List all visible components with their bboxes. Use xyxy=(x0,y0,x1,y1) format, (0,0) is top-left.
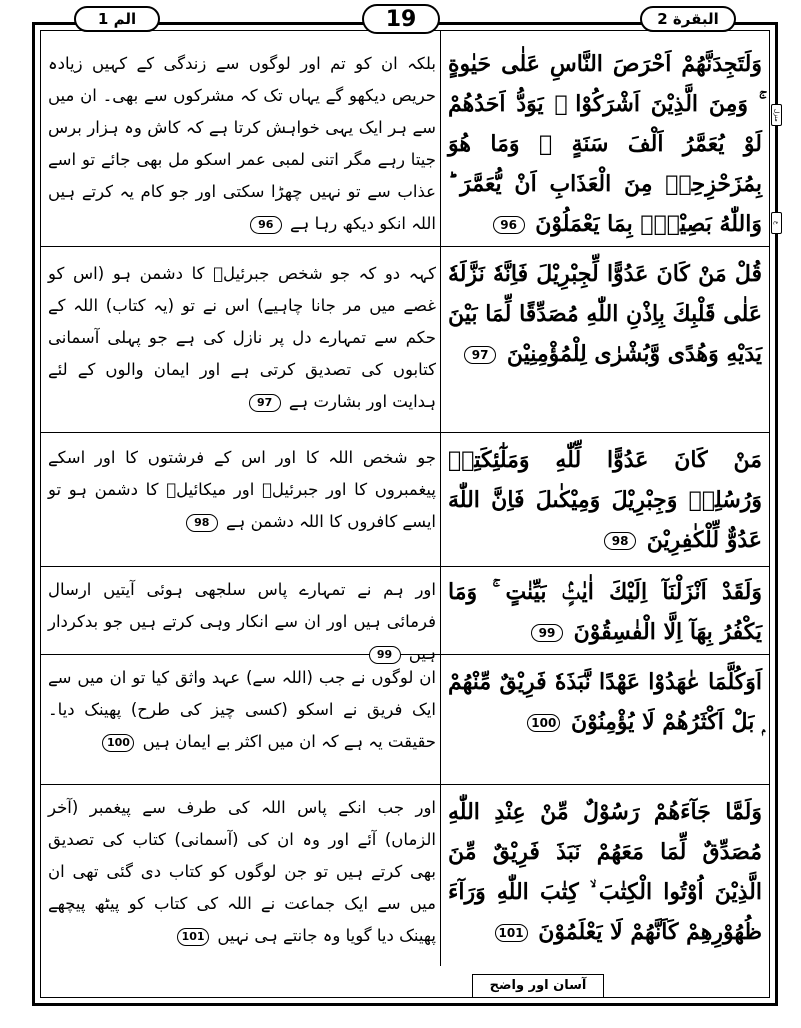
ayah-number-marker: 96 xyxy=(493,216,525,234)
urdu-text: کہہ دو کہ جو شخص جبرئیلؑ کا دشمن ہو (اس کو غصے میں مر جانا چاہیے) اس نے تو (یہ کتاب) اللہ کے حکم سے تمہارے دل پر نازل کی ہے جو پہلی آسمانی کتابوں کی تصدیق کرتی ہے اور ایمان والوں کے لئے ہدایت اور بشارت ہے xyxy=(48,264,436,411)
arabic-text: وَلَقَدْ اَنْزَلْنَآ اِلَيْكَ اٰيٰتٍۢ بَيِّنٰتٍ ۚ وَمَا يَكْفُرُ بِهَآ اِلَّا الْفٰسِقُوْنَ xyxy=(448,579,762,645)
arabic-text: قُلْ مَنْ كَانَ عَدُوًّا لِّجِبْرِيْلَ فَاِنَّهٗ نَزَّلَهٗ عَلٰى قَلْبِكَ بِاِذْنِ اللّٰهِ مُصَدِّقًا لِّمَا بَيْنَ يَدَيْهِ وَهُدًى وَّبُشْرٰى لِلْمُؤْمِنِيْنَ xyxy=(448,261,762,367)
arabic-verse-98 xyxy=(448,440,762,560)
ayah-number-marker: 101 xyxy=(177,928,209,946)
ayah-number-marker: 101 xyxy=(495,924,528,942)
urdu-text: ان لوگوں نے جب (اللہ سے) عہد واثق کیا تو ان میں سے ایک فریق نے اسکو (کسی چیز کی طرح) پھینک دیا۔ حقیقت یہ ہے کہ ان میں اکثر بے ایمان ہیں xyxy=(48,668,436,751)
footer-title: آسان اور واضح xyxy=(472,974,604,998)
arabic-text: مَنْ كَانَ عَدُوًّا لِّلّٰهِ وَمَلٰٓئِكَتِهٖ وَرُسُلِهٖ وَجِبْرِيْلَ وَمِيْكٰىلَ فَاِنَّ اللّٰهَ عَدُوٌّ لِّلْكٰفِرِيْنَ xyxy=(448,447,762,553)
ayah-number-marker: 97 xyxy=(464,346,496,364)
urdu-text: جو شخص اللہ کا اور اس کے فرشتوں کا اور اسکے پیغمبروں کا اور جبرئیلؑ اور میکائیلؑ کا دشمن ہو تو ایسے کافروں کا اللہ دشمن ہے xyxy=(48,448,436,531)
ayah-number-marker: 97 xyxy=(249,394,281,412)
urdu-translation-101 xyxy=(48,792,436,952)
ayah-number-marker: 100 xyxy=(102,734,134,752)
header-surah-label: البقرة 2 xyxy=(640,6,736,32)
urdu-translation-98 xyxy=(48,442,436,538)
arabic-text: وَلَمَّا جَآءَهُمْ رَسُوْلٌ مِّنْ عِنْدِ اللّٰهِ مُصَدِّقٌ لِّمَا مَعَهُمْ نَبَذَ فَرِيْقٌ مِّنَ الَّذِيْنَ اُوْتُوا الْكِتٰبَ ۙ كِتٰبَ اللّٰهِ وَرَآءَ ظُهُوْرِهِمْ كَاَنَّهُمْ لَا يَعْلَمُوْنَ xyxy=(448,799,762,945)
arabic-text: اَوَكُلَّمَا عٰهَدُوْا عَهْدًا نَّبَذَهٗ فَرِيْقٌ مِّنْهُمْ ۭ بَلْ اَكْثَرُهُمْ لَا يُؤْمِنُوْنَ xyxy=(448,669,762,735)
ayah-number-marker: 99 xyxy=(369,646,401,664)
urdu-text: اور ہم نے تمہارے پاس سلجھی ہوئی آیتیں ارسال فرمائی ہیں اور ان سے انکار وہی کرتے ہیں جو بدکردار ہیں xyxy=(48,580,436,663)
urdu-translation-96 xyxy=(48,48,436,240)
ayah-number-marker: 99 xyxy=(531,624,563,642)
section-divider xyxy=(40,246,770,247)
ruku-marker: ع xyxy=(771,212,782,234)
ayah-number-marker: 98 xyxy=(604,532,636,550)
section-divider xyxy=(40,784,770,785)
header-para-label: الم 1 xyxy=(74,6,160,32)
ayah-number-marker: 96 xyxy=(250,216,282,234)
section-divider xyxy=(40,566,770,567)
column-divider xyxy=(440,30,441,966)
manzil-marker: منزل xyxy=(771,104,782,126)
arabic-verse-101 xyxy=(448,792,762,952)
urdu-translation-100 xyxy=(48,662,436,758)
page-number: 19 xyxy=(362,4,440,34)
urdu-text: اور جب انکے پاس اللہ کی طرف سے پیغمبر (آخر الزماں) آئے اور وہ ان کی (آسمانی) کتاب کی تصدیق بھی کرتے ہیں تو جن لوگوں کو کتاب دی گئی تھی ان میں سے ایک جماعت نے اللہ کی کتاب کو پیٹھ پیچھے پھینک دیا گویا وہ جانتے ہی نہیں xyxy=(48,798,436,945)
arabic-verse-99 xyxy=(448,572,762,652)
arabic-verse-97 xyxy=(448,254,762,374)
ayah-number-marker: 100 xyxy=(527,714,560,732)
section-divider xyxy=(40,432,770,433)
urdu-translation-99 xyxy=(48,574,436,670)
ayah-number-marker: 98 xyxy=(186,514,218,532)
arabic-text: وَلَتَجِدَنَّهُمْ اَحْرَصَ النَّاسِ عَلٰى حَيٰوةٍ ۚ وَمِنَ الَّذِيْنَ اَشْرَكُوْا ۚ يَوَدُّ اَحَدُهُمْ لَوْ يُعَمَّرُ اَلْفَ سَنَةٍ ۚ وَمَا هُوَ بِمُزَحْزِحِهٖ مِنَ الْعَذَابِ اَنْ يُّعَمَّرَ ؕ وَاللّٰهُ بَصِيْرٌۢ بِمَا يَعْمَلُوْنَ xyxy=(448,51,762,237)
arabic-verse-96 xyxy=(448,44,762,244)
urdu-translation-97 xyxy=(48,258,436,418)
arabic-verse-100 xyxy=(448,662,762,742)
urdu-text: بلکہ ان کو تم اور لوگوں سے زندگی کے کہیں زیادہ حریص دیکھو گے یہاں تک کہ مشرکوں سے بھی۔ ان میں سے ہر ایک یہی خواہش کرتا ہے کہ کاش وہ ہزار برس جیتا رہے مگر اتنی لمبی عمر اسکو مل بھی جائے تو اسے عذاب سے تو نہیں چھڑا سکتی اور جو کام یہ کرتے ہیں اللہ انکو دیکھ رہا ہے xyxy=(48,54,436,233)
